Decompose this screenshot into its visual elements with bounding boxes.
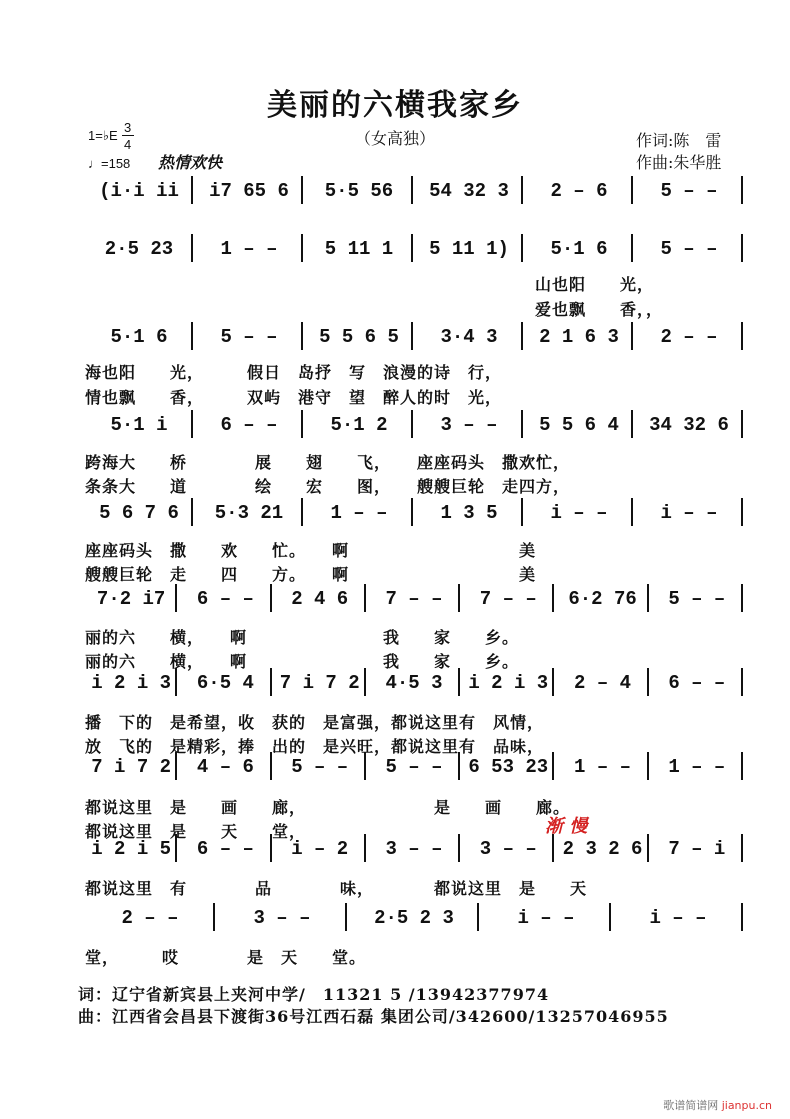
- lyricist-address: 词：辽宁省新宾县上夹河中学/ 11321 5 /13942377974: [78, 985, 550, 1004]
- measure: 6 – –: [196, 838, 254, 860]
- measure: 5 5 6 4: [539, 414, 619, 436]
- measure: 1 – –: [330, 502, 388, 524]
- measure: 5·1 2: [330, 414, 388, 436]
- barline: [191, 410, 193, 438]
- barline: [521, 176, 523, 204]
- measure: 2 – –: [121, 907, 179, 929]
- barline: [458, 668, 460, 696]
- barline: [411, 176, 413, 204]
- lyric-line: 山也阳 光，: [535, 275, 655, 294]
- lyric-line: 跨海大 桥 展 翅 飞， 座座码头 撒欢忙，: [85, 453, 571, 472]
- measure: i 2 i 3: [468, 672, 549, 694]
- barline: [411, 322, 413, 350]
- barline: [521, 410, 523, 438]
- measure: 6·2 76: [568, 588, 637, 610]
- barline: [631, 498, 633, 526]
- measure: 6 53 23: [468, 756, 549, 778]
- measure: i – 2: [291, 838, 349, 860]
- measure: 5 11 1: [324, 238, 394, 260]
- measure: 34 32 6: [649, 414, 729, 436]
- barline: [301, 322, 303, 350]
- barline: [270, 668, 272, 696]
- measure: 3 – –: [385, 838, 443, 860]
- lyric-line: 艘艘巨轮 走 四 方。 啊 美: [85, 565, 537, 584]
- barline: [521, 234, 523, 262]
- time-signature-divider: [122, 135, 134, 136]
- measure: i – –: [660, 502, 718, 524]
- measure: 54 32 3: [429, 180, 509, 202]
- measure: 3·4 3: [440, 326, 498, 348]
- tempo-marking: ♩=158: [88, 156, 131, 171]
- watermark-url: jianpu.cn: [721, 1099, 772, 1112]
- song-subtitle: （女高独）: [354, 129, 435, 148]
- watermark: [663, 1097, 772, 1113]
- barline: [741, 234, 743, 262]
- lyric-line: 放 飞的 是精彩，捧 出的 是兴旺，都说这里有 品味，: [85, 737, 545, 756]
- staff-row: [85, 322, 745, 352]
- barline: [411, 234, 413, 262]
- measure: 1 3 5: [440, 502, 498, 524]
- staff-row: [85, 410, 745, 440]
- barline: [631, 234, 633, 262]
- staff-row: [85, 584, 745, 614]
- measure: 5 5 6 5: [319, 326, 399, 348]
- lyric-line: 丽的六 横， 啊 我 家 乡。: [85, 652, 520, 671]
- staff-row: [85, 234, 745, 264]
- measure: 2 4 6: [291, 588, 349, 610]
- measure: 5 – –: [668, 588, 726, 610]
- expression-marking: 热情欢快: [158, 153, 223, 172]
- barline: [521, 322, 523, 350]
- measure: 5 – –: [385, 756, 443, 778]
- lyric-line: 播 下的 是希望，收 获的 是富强，都说这里有 风情，: [85, 713, 545, 732]
- measure: 2·5 23: [104, 238, 174, 260]
- barline: [411, 410, 413, 438]
- measure: 5 6 7 6: [99, 502, 179, 524]
- measure: 5 – –: [291, 756, 349, 778]
- measure: 5 – –: [220, 326, 278, 348]
- measure: 1 – –: [220, 238, 278, 260]
- lyricist-credit: 作词:陈 雷: [636, 131, 722, 150]
- measure: 7 i 7 2: [91, 756, 172, 778]
- barline: [647, 584, 649, 612]
- measure: 5·3 21: [214, 502, 284, 524]
- barline: [458, 584, 460, 612]
- barline: [631, 176, 633, 204]
- barline: [191, 498, 193, 526]
- song-title: 美丽的六横我家乡: [267, 88, 523, 123]
- measure: i7 65 6: [209, 180, 289, 202]
- measure: 5 – –: [660, 180, 718, 202]
- barline: [175, 668, 177, 696]
- barline: [741, 903, 743, 931]
- staff-row: [85, 498, 745, 528]
- time-signature-denominator: 4: [124, 137, 132, 152]
- barline: [631, 322, 633, 350]
- barline: [552, 668, 554, 696]
- measure: 4·5 3: [385, 672, 443, 694]
- barline: [521, 498, 523, 526]
- measure: 2 1 6 3: [539, 326, 619, 348]
- barline: [741, 668, 743, 696]
- ritardando-marking: 渐 慢: [545, 816, 588, 837]
- barline: [364, 668, 366, 696]
- measure: (i·i ii: [99, 180, 179, 202]
- barline: [741, 176, 743, 204]
- barline: [301, 410, 303, 438]
- measure: 5·5 56: [324, 180, 394, 202]
- barline: [609, 903, 611, 931]
- barline: [741, 410, 743, 438]
- measure: 5 11 1): [429, 238, 509, 260]
- measure: 2 – –: [660, 326, 718, 348]
- measure: 3 – –: [479, 838, 537, 860]
- measure: 2 – 6: [550, 180, 608, 202]
- staff-row: [85, 668, 745, 698]
- staff-row: [85, 903, 745, 933]
- barline: [631, 410, 633, 438]
- measure: 3 – –: [440, 414, 498, 436]
- measure: 5 – –: [660, 238, 718, 260]
- measure: 7 – i: [668, 838, 726, 860]
- measure: 2·5 2 3: [374, 907, 454, 929]
- measure: 5·1 6: [550, 238, 608, 260]
- measure: 6 – –: [220, 414, 278, 436]
- barline: [552, 584, 554, 612]
- barline: [175, 584, 177, 612]
- barline: [191, 322, 193, 350]
- measure: 7 – –: [385, 588, 443, 610]
- measure: 1 – –: [668, 756, 726, 778]
- barline: [647, 668, 649, 696]
- staff-row: [85, 176, 745, 206]
- measure: 3 – –: [253, 907, 311, 929]
- measure: 2 3 2 6: [562, 838, 643, 860]
- barline: [270, 584, 272, 612]
- barline: [364, 584, 366, 612]
- measure: 1 – –: [574, 756, 632, 778]
- lyric-line: 海也阳 光， 假日 岛抒 写 浪漫的诗 行，: [85, 363, 503, 382]
- barline: [301, 234, 303, 262]
- barline: [411, 498, 413, 526]
- watermark-site: 歌谱简谱网: [663, 1099, 719, 1112]
- measure: i 2 i 3: [91, 672, 172, 694]
- lyric-line: 爱也飘 香，，: [535, 300, 664, 319]
- barline: [301, 176, 303, 204]
- lyric-line: 丽的六 横， 啊 我 家 乡。: [85, 628, 520, 647]
- measure: i 2 i 5: [91, 838, 172, 860]
- lyric-line: 都说这里 是 天 堂，: [85, 822, 307, 841]
- barline: [191, 176, 193, 204]
- barline: [741, 584, 743, 612]
- barline: [345, 903, 347, 931]
- measure: 6 – –: [668, 672, 726, 694]
- measure: 7 i 7 2: [279, 672, 360, 694]
- composer-credit: 作曲:朱华胜: [636, 153, 722, 172]
- measure: 5·1 6: [110, 326, 168, 348]
- barline: [741, 322, 743, 350]
- barline: [213, 903, 215, 931]
- lyric-line: 堂， 哎 是 天 堂。: [85, 948, 367, 967]
- composer-address: 曲：江西省会昌县下渡街36号江西石磊 集团公司/342600/13257046955: [78, 1007, 669, 1026]
- time-signature-numerator: 3: [124, 120, 132, 135]
- lyric-line: 都说这里 有 品 味， 都说这里 是 天: [85, 879, 588, 898]
- measure: i – –: [517, 907, 575, 929]
- lyric-line: 条条大 道 绘 宏 图， 艘艘巨轮 走四方，: [85, 477, 571, 496]
- barline: [477, 903, 479, 931]
- barline: [191, 234, 193, 262]
- lyric-line: 座座码头 撒 欢 忙。 啊 美: [85, 541, 537, 560]
- measure: 6·5 4: [196, 672, 254, 694]
- key-signature: 1=♭E: [88, 128, 118, 143]
- barline: [301, 498, 303, 526]
- measure: 7·2 i7: [96, 588, 166, 610]
- measure: 5·1 i: [110, 414, 168, 436]
- measure: 4 – 6: [196, 756, 254, 778]
- measure: 2 – 4: [574, 672, 632, 694]
- measure: 6 – –: [196, 588, 254, 610]
- measure: i – –: [649, 907, 707, 929]
- barline: [741, 498, 743, 526]
- lyric-line: 情也飘 香， 双屿 港守 望 醉人的时 光，: [85, 388, 503, 407]
- measure: i – –: [550, 502, 608, 524]
- lyric-line: 都说这里 是 画 廊， 是 画 廊。: [85, 798, 571, 817]
- measure: 7 – –: [479, 588, 537, 610]
